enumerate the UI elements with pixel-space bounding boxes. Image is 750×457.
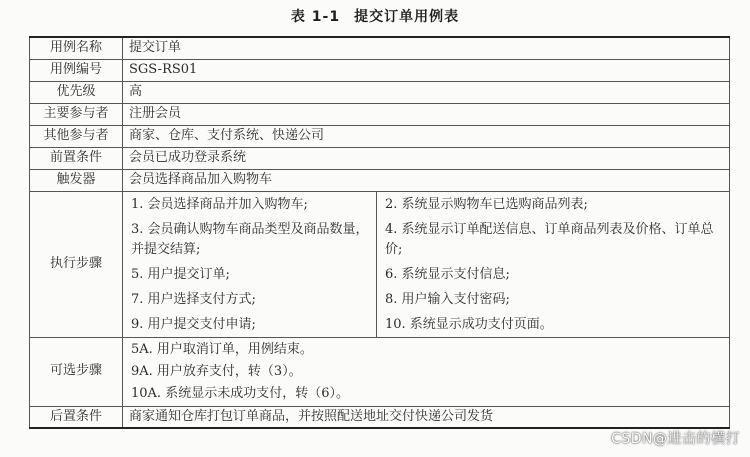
- table-row: [30, 59, 730, 81]
- table-caption: [0, 6, 750, 26]
- step-right: 10. 系统显示成功支付页面。: [385, 316, 553, 332]
- table-row: [30, 125, 730, 147]
- step-left: 1. 会员选择商品并加入购物车;: [123, 192, 377, 217]
- alternative-step: 10A. 系统显示未成功支付，转（6）。: [131, 385, 349, 401]
- table-name: 提交订单用例表: [354, 9, 460, 25]
- steps-grid: [123, 192, 729, 337]
- row-label: 主要参与者: [30, 103, 123, 125]
- row-value: 会员已成功登录系统: [123, 147, 730, 169]
- table-row: [30, 169, 730, 191]
- table-row: [30, 103, 730, 125]
- steps-cell: [123, 191, 730, 337]
- alternative-step: 9A. 用户放弃支付，转（3）。: [131, 363, 302, 379]
- row-label: 触发器: [30, 169, 123, 191]
- row-value: 会员选择商品加入购物车: [123, 169, 730, 191]
- step-right: 2. 系统显示购物车已选购商品列表;: [385, 196, 588, 212]
- row-label: 优先级: [30, 81, 123, 103]
- row-value: 提交订单: [123, 37, 730, 59]
- step-left: 3. 会员确认购物车商品类型及商品数量，并提交结算;: [123, 217, 377, 262]
- step-right: 8. 用户输入支付密码;: [385, 291, 510, 307]
- table-row: [30, 406, 730, 428]
- row-label: 后置条件: [30, 406, 123, 428]
- table-row-alternatives: [30, 337, 730, 406]
- row-label: 用例编号: [30, 59, 123, 81]
- step-left: 7. 用户选择支付方式;: [123, 287, 377, 312]
- row-value: 商家通知仓库打包订单商品，并按照配送地址交付快递公司发货: [123, 406, 730, 428]
- row-label: 其他参与者: [30, 125, 123, 147]
- step-right: 4. 系统显示订单配送信息、订单商品列表及价格、订单总价;: [385, 221, 714, 257]
- table-number: 表 1-1: [290, 9, 341, 25]
- table-row: [30, 37, 730, 59]
- step-left: 5. 用户提交订单;: [123, 262, 377, 287]
- row-label: 前置条件: [30, 147, 123, 169]
- row-value: 注册会员: [123, 103, 730, 125]
- table-row-steps: [30, 191, 730, 337]
- alternative-step: 5A. 用户取消订单，用例结束。: [131, 341, 313, 357]
- row-value: SGS-RS01: [123, 59, 730, 81]
- row-label: 用例名称: [30, 37, 123, 59]
- row-label: 可选步骤: [30, 337, 123, 406]
- row-value: 商家、仓库、支付系统、快递公司: [123, 125, 730, 147]
- alternatives-cell: [123, 337, 730, 406]
- step-left: 9. 用户提交支付申请;: [123, 312, 377, 337]
- use-case-table: [29, 36, 730, 429]
- table-row: [30, 81, 730, 103]
- row-label: 执行步骤: [30, 191, 123, 337]
- row-value: 高: [123, 81, 730, 103]
- watermark: CSDN@进击的横打: [611, 431, 740, 447]
- step-right: 6. 系统显示支付信息;: [385, 266, 510, 282]
- table-row: [30, 147, 730, 169]
